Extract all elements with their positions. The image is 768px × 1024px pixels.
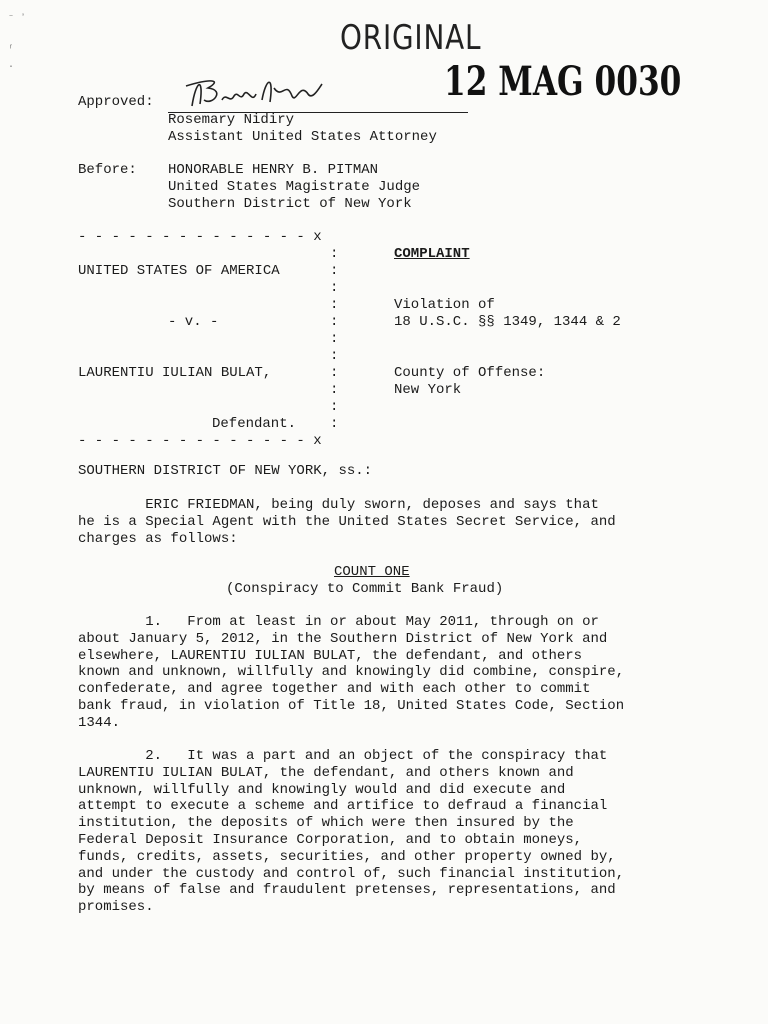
judge-district: Southern District of New York	[168, 196, 412, 212]
scan-speck: ·	[8, 62, 15, 73]
count-title: COUNT ONE	[334, 564, 410, 580]
violation-statutes: 18 U.S.C. §§ 1349, 1344 & 2	[394, 314, 621, 330]
intro-paragraph: ERIC FRIEDMAN, being duly sworn, deposes and says that he is a Special Agent with the United States Secret Service, and charges as follows:	[78, 497, 616, 547]
county-label: County of Offense:	[394, 365, 546, 381]
signer-name: Rosemary Nidiry	[168, 112, 295, 128]
venue-line: SOUTHERN DISTRICT OF NEW YORK, ss.:	[78, 463, 373, 479]
judge-name: HONORABLE HENRY B. PITMAN	[168, 162, 379, 178]
paragraph-2: 2. It was a part and an object of the conspiracy that LAURENTIU IULIAN BULAT, the defendant, and others known and unknown, willfully and knowingly would and did execute and attempt to execute a scheme and artifice to defraud a financial institution, the deposits of which were then insured by the Federal Deposit Insurance Corporation, and to obtain moneys, funds, credits, assets, securities, and other property owned by, and under the custody and control of, such financial institution, by means of false and fraudulent pretenses, representations, and promises.	[78, 748, 625, 916]
caption-top-rule: - - - - - - - - - - - - - - x	[78, 229, 322, 245]
violation-label: Violation of	[394, 297, 495, 313]
defendant-label: Defendant.	[212, 416, 297, 432]
defendant-name: LAURENTIU IULIAN BULAT,	[78, 365, 272, 381]
plaintiff-name: UNITED STATES OF AMERICA	[78, 263, 280, 279]
county-value: New York	[394, 382, 462, 398]
scan-speck: ʳ	[8, 44, 15, 55]
approved-label: Approved:	[78, 94, 154, 110]
count-subtitle: (Conspiracy to Commit Bank Fraud)	[226, 581, 504, 597]
original-stamp: ORIGINAL	[340, 18, 482, 58]
paragraph-1: 1. From at least in or about May 2011, through on or about January 5, 2012, in the Southern District of New York and elsewhere, LAURENTIU IULIAN BULAT, the defendant, and others known and unknown, willfully and knowingly did combine, conspire, confederate, and agree together and with each other to commit bank fraud, in violation of Title 18, United States Code, Section 1344.	[78, 614, 625, 731]
judge-title: United States Magistrate Judge	[168, 179, 421, 195]
caption-divider: : : : : : : : : : : :	[330, 246, 339, 432]
before-label: Before:	[78, 162, 137, 178]
signer-title: Assistant United States Attorney	[168, 129, 437, 145]
signature-image	[182, 70, 332, 118]
case-number-stamp: 12 MAG 0030	[444, 58, 682, 105]
versus-text: - v. -	[168, 314, 219, 330]
complaint-title: COMPLAINT	[394, 246, 470, 262]
caption-bottom-rule: - - - - - - - - - - - - - - x	[78, 433, 322, 449]
scan-speck: ⁻ ʼ	[8, 14, 27, 25]
